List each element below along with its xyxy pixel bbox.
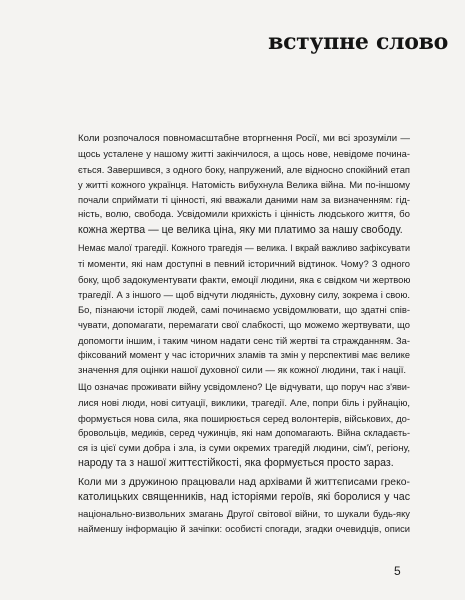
text-line: народу та з нашої життєстійкості, яка формується просто зараз. (78, 457, 394, 470)
text-line: чувати, допомагати, перемагати свої слабкості, що можемо жертвувати, що (78, 319, 410, 331)
text-line: Бо, пізнаючи історії людей, самі починаємо усвідомлювати, що здатні спів- (78, 304, 410, 316)
paragraph-3 (78, 380, 410, 472)
text-line: лися нові люди, нові ситуації, виклики, трагедії. Але, попри біль і руйнацію, (78, 397, 410, 409)
text-line: кожна жертва — це велика ціна, яку ми платимо за нашу свободу. (78, 223, 403, 236)
text-line: національно-визвольних змагань Другої світової війни, то шукали будь-яку (78, 507, 410, 519)
text-line: Немає малої трагедії. Кожного трагедія — велика. І вкрай важливо зафіксувати (78, 243, 410, 253)
text-line: ся із цієї суми добра і зла, із суми окремих трагедій людини, сім'ї, регіону, (78, 443, 410, 455)
text-line: католицьких священників, над історіями героїв, які боролися у час (78, 491, 410, 504)
text-line: щось усталене у нашому житті закінчилося, а щось нове, невідоме почина- (78, 148, 410, 160)
text-line: фіксований момент у час історичних зламів та змін у перспективі має велике (78, 350, 410, 361)
text-line: бровольців, медиків, серед чужинців, які нам допомагають. Війна складаєть- (78, 427, 410, 438)
text-line: у житті кожного українця. Натомість вибухнула Велика війна. Ми по-іншому (78, 178, 410, 190)
text-line: боку, щоб задокументувати факти, емоції людини, яка є свідком чи жертвою (78, 273, 411, 285)
text-line: найменшу інформацію й зачіпки: особисті спогади, згадки очевидців, описи (78, 522, 410, 534)
paragraph-2 (78, 241, 410, 379)
text-line: почали сприймати ті цінності, які вважали даними нам за визначенням: гід- (78, 194, 410, 206)
text-line: Що означає проживати війну усвідомлено? Це відчувати, що поруч нас з'яви- (78, 382, 410, 392)
text-line: допомогти іншим, і таким чином надати сенс тій жертві та стражданням. За- (78, 334, 410, 346)
text-line: Коли розпочалося повномасштабне вторгнення Росії, ми всі зрозуміли — (78, 133, 410, 144)
text-line: ті моменти, які нам доступні в певний історичний відтинок. Чому? З одного (78, 258, 410, 270)
page-title: вступне слово (268, 29, 448, 55)
text-line: значення для оцінки нашої духовної сили — як кожної людини, так і нації. (78, 365, 407, 377)
paragraph-1 (78, 131, 410, 238)
text-line: формується нова сила, яка поширюється серед волонтерів, військових, до- (78, 412, 410, 424)
text-line: трагедії. А з іншого — щоб відчути людяність, духовну силу, зокрема і свою. (78, 288, 410, 300)
text-line: ність, волю, свобода. Усвідомили крихкість і цінність людського життя, бо (78, 209, 410, 221)
page-number: 5 (394, 564, 401, 578)
paragraph-4 (78, 475, 410, 536)
text-line: Коли ми з дружиною працювали над архівами й життєписами греко- (78, 477, 410, 488)
text-line: ється. Завершився, з одного боку, напружений, але відносно спокійний етап (78, 163, 410, 175)
